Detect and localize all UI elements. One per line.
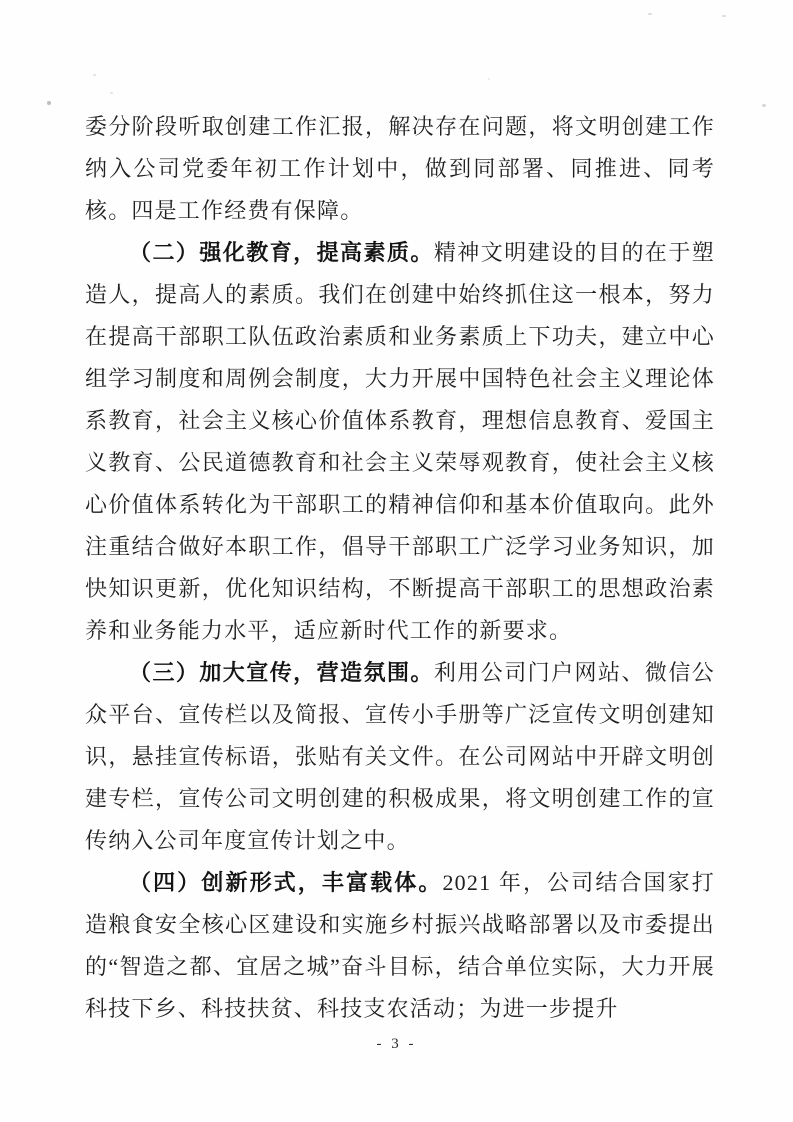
paragraph-text: 精神文明建设的目的在于塑造人，提高人的素质。我们在创建中始终抓住这一根本，努力在提高干部职工队伍政治素质和业务素质上下功夫，建立中心组学习制度和周例会制度，大力开展中国特色社会主义理论体系教育，社会主义核心价值体系教育，理想信息教育、爱国主义教育、公民道德教育和社会主义荣辱观教育，使社会主义核心价值体系转化为干部职工的精神信仰和基本价值取向。此外注重结合做好本职工作，倡导干部职工广泛学习业务知识，加快知识更新，优化知识结构，不断提高干部职工的思想政治素养和业务能力水平，适应新时代工作的新要求。 xyxy=(85,240,715,643)
paragraph-text: 2021 年，公司结合国家打造粮食安全核心区建设和实施乡村振兴战略部署以及市委提出的“智造之都、宜居之城”奋斗目标，结合单位实际，大力开展科技下乡、科技扶贫、科技支农活动；为进一步提升 xyxy=(85,870,715,1021)
paragraph-section-2 xyxy=(85,232,715,652)
scan-speck xyxy=(762,104,766,107)
paragraph-section-3 xyxy=(85,652,715,862)
page-number: - 3 - xyxy=(376,1036,417,1052)
section-heading: （四）创新形式，丰富载体。 xyxy=(129,870,443,895)
scan-speck xyxy=(93,74,96,76)
paragraph-continuation xyxy=(85,106,715,232)
paragraph-text: 利用公司门户网站、微信公众平台、宣传栏以及简报、宣传小手册等广泛宣传文明创建知识，悬挂宣传标语，张贴有关文件。在公司网站中开辟文明创建专栏，宣传公司文明创建的积极成果，将文明创建工作的宣传纳入公司年度宣传计划之中。 xyxy=(85,660,715,853)
scan-speck xyxy=(722,15,726,17)
scan-speck xyxy=(488,78,490,80)
section-heading: （三）加大宣传，营造氛围。 xyxy=(129,660,434,685)
body-text xyxy=(85,106,715,1030)
paragraph-section-4 xyxy=(85,862,715,1030)
scan-speck xyxy=(110,92,113,94)
section-heading: （二）强化教育，提高素质。 xyxy=(129,240,434,265)
scan-speck xyxy=(47,101,51,105)
scan-speck xyxy=(648,13,652,15)
paragraph-text: 委分阶段听取创建工作汇报，解决存在问题，将文明创建工作纳入公司党委年初工作计划中，做到同部署、同推进、同考核。四是工作经费有保障。 xyxy=(85,114,715,223)
